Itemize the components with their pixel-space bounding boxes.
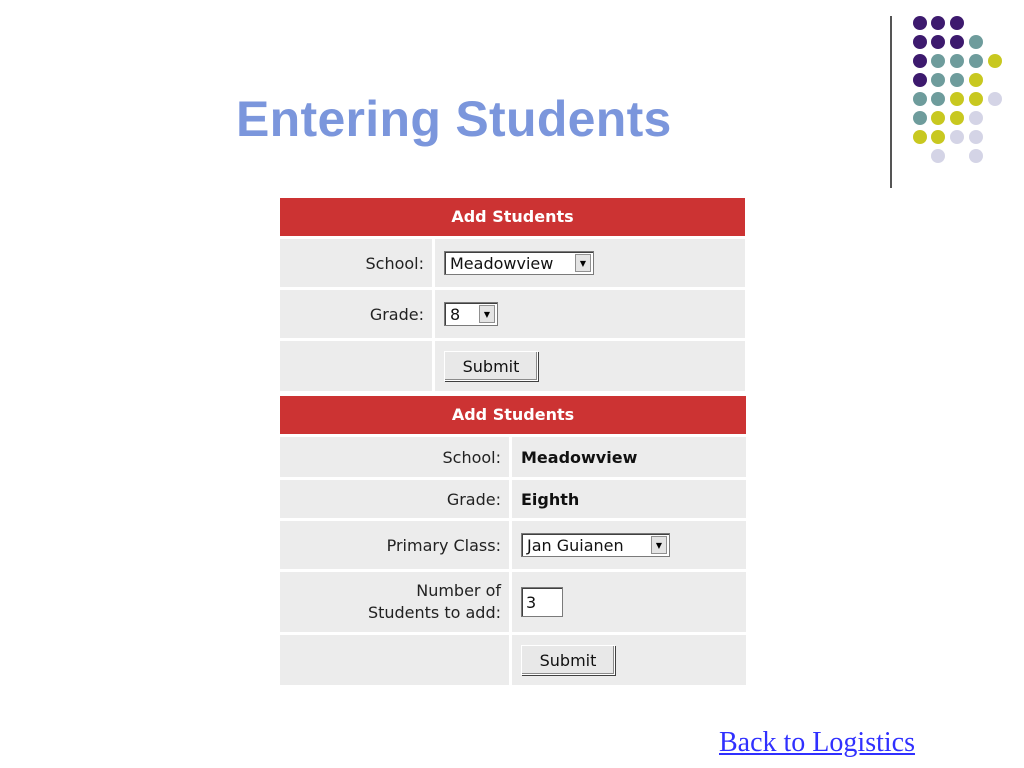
school-label: School: (280, 239, 432, 287)
primary-class-select-value: Jan Guianen (527, 535, 624, 555)
decorative-dot (913, 111, 927, 125)
decorative-dot (931, 130, 945, 144)
grade-label: Grade: (280, 480, 509, 518)
back-to-logistics-link[interactable]: Back to Logistics (719, 727, 915, 758)
decorative-dot (969, 35, 983, 49)
add-students-form-step2 (280, 396, 746, 685)
primary-class-label: Primary Class: (280, 521, 509, 569)
submit-button[interactable]: Submit (444, 351, 538, 381)
decorative-dot-grid (0, 0, 1024, 200)
decorative-dot (969, 92, 983, 106)
decorative-dot (988, 54, 1002, 68)
divider-line (890, 16, 892, 188)
decorative-dot (931, 73, 945, 87)
decorative-dot (950, 54, 964, 68)
decorative-dot (950, 35, 964, 49)
decorative-dot (969, 54, 983, 68)
decorative-dot (969, 111, 983, 125)
decorative-dot (950, 111, 964, 125)
student-count-label-line2: Students to add: (367, 603, 501, 622)
decorative-dot (988, 92, 1002, 106)
school-label: School: (280, 437, 509, 477)
form-header: Add Students (280, 198, 745, 236)
chevron-down-icon[interactable]: ▼ (575, 254, 591, 272)
empty-label-cell (280, 341, 432, 391)
decorative-dot (950, 16, 964, 30)
decorative-dot (931, 92, 945, 106)
school-select[interactable] (444, 251, 594, 275)
student-count-input[interactable]: 3 (521, 587, 563, 617)
decorative-dot (950, 92, 964, 106)
decorative-dot (931, 111, 945, 125)
school-select-value: Meadowview (450, 253, 554, 273)
decorative-dot (913, 35, 927, 49)
decorative-dot (913, 92, 927, 106)
student-count-label (280, 572, 509, 632)
decorative-dot (913, 54, 927, 68)
slide-title: Entering Students (236, 91, 672, 147)
add-students-form-step1 (280, 198, 745, 391)
decorative-dot (950, 73, 964, 87)
primary-class-select[interactable] (521, 533, 670, 557)
submit-button[interactable]: Submit (521, 645, 615, 675)
grade-label: Grade: (280, 290, 432, 338)
decorative-dot (913, 73, 927, 87)
decorative-dot (950, 130, 964, 144)
chevron-down-icon[interactable]: ▼ (479, 305, 495, 323)
grade-select[interactable] (444, 302, 498, 326)
student-count-label-line1: Number of (416, 581, 501, 600)
empty-label-cell (280, 635, 509, 685)
decorative-dot (931, 149, 945, 163)
chevron-down-icon[interactable]: ▼ (651, 536, 667, 554)
decorative-dot (913, 16, 927, 30)
decorative-dot (931, 54, 945, 68)
decorative-dot (913, 130, 927, 144)
decorative-dot (931, 16, 945, 30)
decorative-dot (931, 35, 945, 49)
form-header: Add Students (280, 396, 746, 434)
school-value: Meadowview (512, 437, 746, 477)
decorative-dot (969, 130, 983, 144)
grade-value: Eighth (512, 480, 746, 518)
decorative-dot (969, 73, 983, 87)
grade-select-value: 8 (450, 304, 461, 324)
decorative-dot (969, 149, 983, 163)
